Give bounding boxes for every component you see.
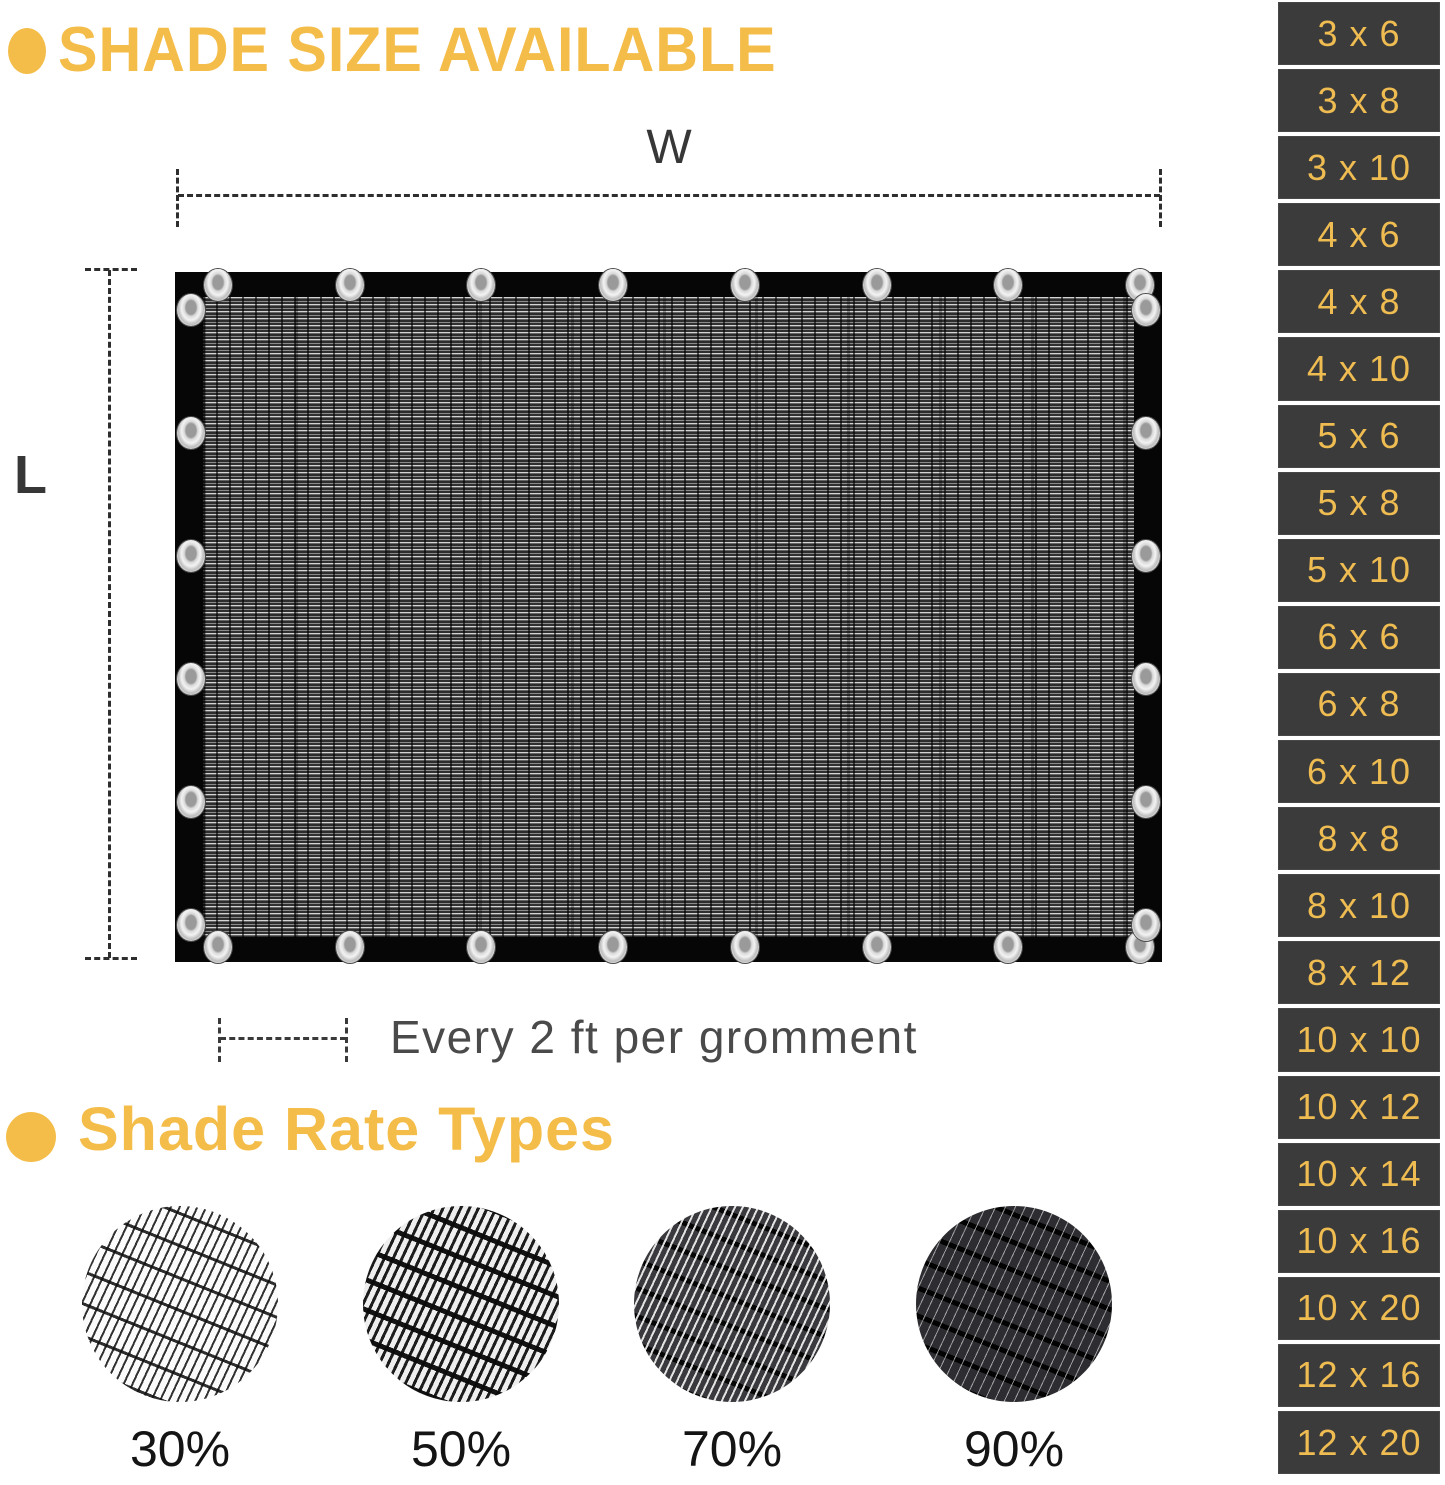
size-option: 8 x 12 [1278, 941, 1440, 1004]
size-option: 6 x 8 [1278, 673, 1440, 736]
title-bullet-icon [8, 28, 46, 74]
width-dimension-line [178, 194, 1160, 197]
grommet-icon [204, 269, 232, 301]
shade-rate-label: 30% [129, 1421, 231, 1477]
size-option: 4 x 10 [1278, 337, 1440, 400]
dimension-tick-icon [1159, 169, 1162, 227]
size-option: 3 x 8 [1278, 69, 1440, 132]
grommet-icon [177, 540, 205, 572]
grommet-icon [1132, 540, 1160, 572]
grommet-icon [1132, 294, 1160, 326]
dimension-tick-icon [85, 957, 137, 960]
shade-rate-sample [361, 1206, 561, 1478]
size-option: 12 x 20 [1278, 1411, 1440, 1474]
shade-rate-label: 90% [963, 1421, 1065, 1477]
grommet-icon [336, 269, 364, 301]
mesh-texture [203, 297, 1134, 937]
grommet-icon [204, 931, 232, 963]
size-option: 10 x 12 [1278, 1076, 1440, 1139]
grommet-icon [1132, 909, 1160, 941]
mesh-sample-70-icon [634, 1206, 830, 1402]
size-option: 5 x 8 [1278, 472, 1440, 535]
size-option: 6 x 10 [1278, 740, 1440, 803]
shade-rate-samples [0, 1206, 1250, 1485]
grommet-icon [994, 931, 1022, 963]
mesh-sample-90-icon [916, 1206, 1112, 1402]
size-list [1278, 2, 1440, 1474]
grommet-spacing-note: Every 2 ft per gromment [390, 1011, 918, 1063]
rates-bullet-icon [6, 1112, 56, 1162]
shade-rate-sample [914, 1206, 1114, 1478]
grommet-icon [177, 663, 205, 695]
grommet-icon [599, 269, 627, 301]
grommet-icon [177, 294, 205, 326]
grommet-spacing-bracket [220, 1037, 346, 1040]
grommet-icon [177, 909, 205, 941]
size-option: 5 x 6 [1278, 405, 1440, 468]
size-option: 8 x 8 [1278, 807, 1440, 870]
dimension-tick-icon [345, 1018, 348, 1062]
mesh-sample-50-icon [363, 1206, 559, 1402]
size-option: 3 x 10 [1278, 136, 1440, 199]
grommet-icon [177, 786, 205, 818]
size-option: 6 x 6 [1278, 606, 1440, 669]
size-option: 3 x 6 [1278, 2, 1440, 65]
size-option: 12 x 16 [1278, 1344, 1440, 1407]
mesh-sample-30-icon [82, 1206, 278, 1402]
grommet-icon [863, 931, 891, 963]
length-label: L [14, 445, 47, 505]
dimension-tick-icon [176, 169, 179, 227]
grommet-icon [731, 269, 759, 301]
dimension-tick-icon [218, 1018, 221, 1062]
grommet-icon [994, 269, 1022, 301]
length-dimension-line [108, 270, 111, 958]
shade-rate-label: 70% [681, 1421, 783, 1477]
grommet-icon [731, 931, 759, 963]
shade-rate-sample [632, 1206, 832, 1478]
size-option: 10 x 16 [1278, 1210, 1440, 1273]
grommet-icon [177, 417, 205, 449]
width-label: W [646, 121, 692, 174]
size-option: 10 x 20 [1278, 1277, 1440, 1340]
grommet-icon [1132, 663, 1160, 695]
size-option: 5 x 10 [1278, 539, 1440, 602]
grommet-icon [336, 931, 364, 963]
shade-rates-title: Shade Rate Types [78, 1095, 615, 1163]
grommet-icon [1132, 786, 1160, 818]
grommet-icon [599, 931, 627, 963]
shade-rate-label: 50% [410, 1421, 512, 1477]
size-option: 10 x 10 [1278, 1008, 1440, 1071]
size-option: 10 x 14 [1278, 1143, 1440, 1206]
shade-net-illustration [175, 272, 1162, 962]
dimension-tick-icon [85, 268, 137, 271]
shade-rate-sample [80, 1206, 280, 1478]
grommet-icon [467, 931, 495, 963]
page-title: SHADE SIZE AVAILABLE [58, 15, 777, 85]
size-option: 4 x 8 [1278, 270, 1440, 333]
grommet-icon [1132, 417, 1160, 449]
size-option: 8 x 10 [1278, 874, 1440, 937]
grommet-icon [863, 269, 891, 301]
size-option: 4 x 6 [1278, 203, 1440, 266]
grommet-icon [467, 269, 495, 301]
